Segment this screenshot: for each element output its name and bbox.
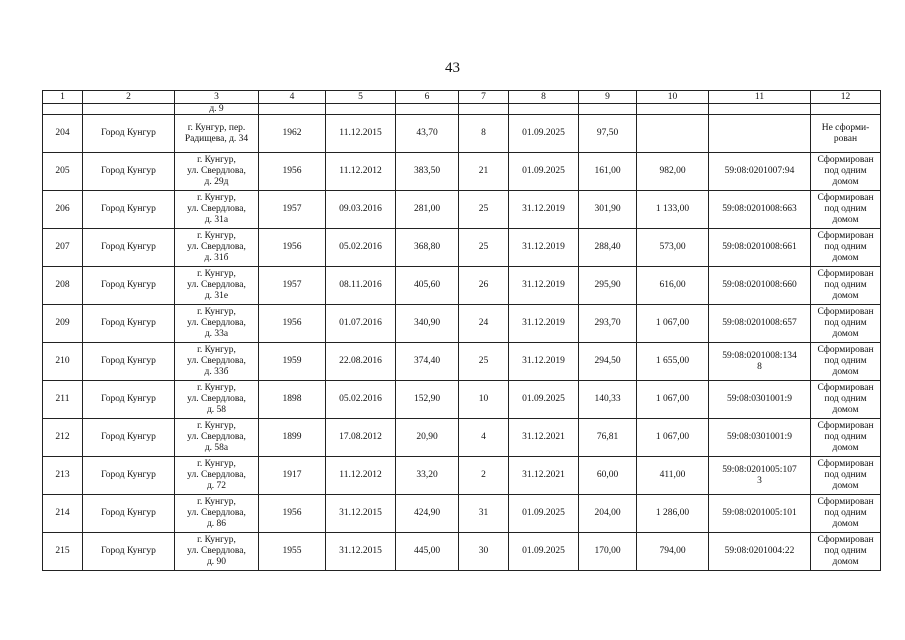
cell-year: 1957 [259, 267, 326, 305]
cell-col9: 288,40 [579, 229, 637, 267]
cell-year: 1955 [259, 533, 326, 571]
cell-address-line: г. Кунгур, [197, 535, 236, 545]
cell-col10: 1 286,00 [637, 495, 709, 533]
cell-cadastral [709, 457, 811, 495]
cell-date: 11.12.2012 [326, 457, 396, 495]
table-row [43, 115, 881, 153]
cell-year: 1956 [259, 229, 326, 267]
cell-count [459, 104, 509, 115]
cell-cadastral [709, 381, 811, 419]
cell-area: 445,00 [396, 533, 459, 571]
cell-area: 368,80 [396, 229, 459, 267]
cell-count: 25 [459, 191, 509, 229]
cell-deadline [509, 104, 579, 115]
cell-status-line: Сформирован [817, 269, 874, 279]
cell-status [811, 305, 881, 343]
cell-col10 [637, 115, 709, 153]
column-header: 3 [175, 91, 259, 104]
cell-count: 30 [459, 533, 509, 571]
cell-city: Город Кунгур [83, 419, 175, 457]
cell-col10: 573,00 [637, 229, 709, 267]
column-header: 10 [637, 91, 709, 104]
cell-city: Город Кунгур [83, 457, 175, 495]
cell-col10: 1 133,00 [637, 191, 709, 229]
cell-cadastral-line: 59:08:0201008:663 [722, 204, 797, 214]
cell-cadastral [709, 115, 811, 153]
cell-cadastral [709, 104, 811, 115]
cell-address-line: ул. Свердлова, [187, 470, 246, 480]
cell-deadline: 01.09.2025 [509, 495, 579, 533]
cell-status [811, 191, 881, 229]
cell-address-line: ул. Свердлова, [187, 204, 246, 214]
cell-count: 25 [459, 343, 509, 381]
cell-status-line: под одним [824, 470, 867, 480]
table-row [43, 381, 881, 419]
cell-cadastral-line: 8 [757, 361, 762, 372]
cell-address-line: ул. Свердлова, [187, 546, 246, 556]
table-row [43, 191, 881, 229]
column-header: 6 [396, 91, 459, 104]
cell-address-line: д. 58а [204, 443, 229, 453]
cell-cadastral-line: 59:08:0201008:657 [722, 318, 797, 328]
cell-status-line: под одним [824, 508, 867, 518]
cell-status-line: домом [832, 481, 859, 491]
cell-status [811, 104, 881, 115]
cell-area: 33,20 [396, 457, 459, 495]
cell-cadastral-line: 59:08:0301001:9 [727, 432, 792, 442]
cell-deadline: 31.12.2019 [509, 267, 579, 305]
cell-date: 09.03.2016 [326, 191, 396, 229]
cell-col9: 294,50 [579, 343, 637, 381]
table-row [43, 267, 881, 305]
cell-status [811, 533, 881, 571]
cell-col10: 1 067,00 [637, 381, 709, 419]
cell-city [83, 104, 175, 115]
column-header: 9 [579, 91, 637, 104]
cell-date [326, 104, 396, 115]
cell-col9: 301,90 [579, 191, 637, 229]
table-body [43, 104, 881, 571]
cell-no: 208 [43, 267, 83, 305]
cell-city: Город Кунгур [83, 495, 175, 533]
cell-status-line: Сформирован [817, 383, 874, 393]
cell-col10: 1 655,00 [637, 343, 709, 381]
cell-date: 05.02.2016 [326, 381, 396, 419]
cell-status [811, 419, 881, 457]
cell-address [175, 495, 259, 533]
cell-status-line: домом [832, 253, 859, 263]
cell-status-line: под одним [824, 166, 867, 176]
cell-no: 204 [43, 115, 83, 153]
cell-deadline: 01.09.2025 [509, 533, 579, 571]
cell-address-line: г. Кунгур, [197, 459, 236, 469]
cell-status-line: под одним [824, 356, 867, 366]
cell-no: 206 [43, 191, 83, 229]
cell-area: 152,90 [396, 381, 459, 419]
cell-area: 43,70 [396, 115, 459, 153]
cell-deadline: 31.12.2019 [509, 191, 579, 229]
cell-address [175, 419, 259, 457]
cell-year: 1962 [259, 115, 326, 153]
cell-city: Город Кунгур [83, 153, 175, 191]
cell-city: Город Кунгур [83, 267, 175, 305]
cell-no: 205 [43, 153, 83, 191]
table-row [43, 419, 881, 457]
cell-status-line: Сформирован [817, 345, 874, 355]
cell-cadastral [709, 191, 811, 229]
cell-status-line: Сформирован [817, 193, 874, 203]
table-row [43, 305, 881, 343]
cell-address-line: д. 31е [204, 291, 229, 301]
cell-area: 405,60 [396, 267, 459, 305]
column-header: 4 [259, 91, 326, 104]
cell-deadline: 31.12.2021 [509, 419, 579, 457]
cell-status [811, 115, 881, 153]
cell-address-line: ул. Свердлова, [187, 356, 246, 366]
column-header: 1 [43, 91, 83, 104]
cell-date: 11.12.2015 [326, 115, 396, 153]
cell-cadastral [709, 305, 811, 343]
continuation-row [43, 104, 881, 115]
column-header: 5 [326, 91, 396, 104]
column-header: 7 [459, 91, 509, 104]
column-header: 11 [709, 91, 811, 104]
cell-status-line: домом [832, 215, 859, 225]
cell-year: 1899 [259, 419, 326, 457]
cell-date: 11.12.2012 [326, 153, 396, 191]
cell-date: 17.08.2012 [326, 419, 396, 457]
table-row [43, 153, 881, 191]
cell-area: 383,50 [396, 153, 459, 191]
cell-status-line: под одним [824, 318, 867, 328]
cell-no: 209 [43, 305, 83, 343]
cell-address-line: д. 86 [206, 519, 227, 529]
cell-status-line: домом [832, 557, 859, 567]
cell-col9: 170,00 [579, 533, 637, 571]
cell-date: 31.12.2015 [326, 495, 396, 533]
cell-address-line: ул. Свердлова, [187, 280, 246, 290]
cell-status [811, 229, 881, 267]
cell-address-line: д. 90 [206, 557, 227, 567]
cell-date: 08.11.2016 [326, 267, 396, 305]
housing-registry-table [42, 90, 881, 571]
cell-status-line: Сформирован [817, 497, 874, 507]
cell-cadastral [709, 267, 811, 305]
cell-no: 213 [43, 457, 83, 495]
cell-count: 24 [459, 305, 509, 343]
cell-address-line: г. Кунгур, пер. [187, 122, 246, 133]
cell-status-line: под одним [824, 546, 867, 556]
cell-status-line: домом [832, 177, 859, 187]
cell-address-line: д. 31а [204, 215, 229, 225]
cell-area [396, 104, 459, 115]
cell-count: 10 [459, 381, 509, 419]
cell-col9: 140,33 [579, 381, 637, 419]
cell-count: 26 [459, 267, 509, 305]
cell-deadline: 31.12.2019 [509, 343, 579, 381]
cell-address [175, 533, 259, 571]
cell-status-line: домом [832, 291, 859, 301]
cell-no: 214 [43, 495, 83, 533]
cell-col10: 616,00 [637, 267, 709, 305]
cell-address [175, 381, 259, 419]
cell-address-line: ул. Свердлова, [187, 166, 246, 176]
cell-date: 31.12.2015 [326, 533, 396, 571]
cell-count: 31 [459, 495, 509, 533]
cell-status-line: рован [833, 133, 858, 144]
cell-no: 207 [43, 229, 83, 267]
cell-city: Город Кунгур [83, 533, 175, 571]
cell-city: Город Кунгур [83, 381, 175, 419]
page-number: 43 [445, 60, 460, 76]
cell-status-line: Не сформи- [821, 122, 870, 133]
cell-status [811, 381, 881, 419]
cell-col10: 1 067,00 [637, 305, 709, 343]
cell-address-line: ул. Свердлова, [187, 318, 246, 328]
cell-area: 20,90 [396, 419, 459, 457]
cell-date: 05.02.2016 [326, 229, 396, 267]
cell-city: Город Кунгур [83, 191, 175, 229]
cell-area: 340,90 [396, 305, 459, 343]
cell-col9: 295,90 [579, 267, 637, 305]
cell-date: 01.07.2016 [326, 305, 396, 343]
cell-year: 1898 [259, 381, 326, 419]
cell-col9: 161,00 [579, 153, 637, 191]
cell-status-line: Сформирован [817, 421, 874, 431]
cell-status-line: домом [832, 405, 859, 415]
cell-no: 212 [43, 419, 83, 457]
cell-no: 210 [43, 343, 83, 381]
cell-cadastral-line: 59:08:0201008:660 [722, 280, 797, 290]
cell-cadastral [709, 343, 811, 381]
cell-col10: 794,00 [637, 533, 709, 571]
cell-address-line: д. 58 [206, 405, 227, 415]
table-row [43, 533, 881, 571]
cell-year: 1956 [259, 153, 326, 191]
cell-cadastral-line: 59:08:0201008:134 [722, 350, 797, 361]
cell-status-line: домом [832, 329, 859, 339]
cell-address-line: г. Кунгур, [197, 497, 236, 507]
cell-city: Город Кунгур [83, 343, 175, 381]
cell-cadastral-line: 59:08:0201008:661 [722, 242, 797, 252]
cell-status-line: под одним [824, 204, 867, 214]
cell-year: 1959 [259, 343, 326, 381]
cell-address [175, 343, 259, 381]
table-row [43, 457, 881, 495]
cell-status-line: Сформирован [817, 535, 874, 545]
cell-status [811, 343, 881, 381]
cell-address-line: д. 31б [204, 253, 229, 263]
cell-cadastral-line: 3 [757, 475, 762, 486]
cell-status-line: под одним [824, 432, 867, 442]
cell-count: 4 [459, 419, 509, 457]
cell-status-line: под одним [824, 394, 867, 404]
cell-address-line: д. 33а [204, 329, 229, 339]
table-row [43, 495, 881, 533]
cell-no: 211 [43, 381, 83, 419]
cell-count: 21 [459, 153, 509, 191]
cell-address-line: ул. Свердлова, [187, 432, 246, 442]
cell-status-line: домом [832, 367, 859, 377]
cell-status-line: Сформирован [817, 155, 874, 165]
cell-status-line: под одним [824, 242, 867, 252]
cell-status [811, 495, 881, 533]
cell-deadline: 01.09.2025 [509, 115, 579, 153]
cell-col9: 293,70 [579, 305, 637, 343]
cell-address-line: Радищева, д. 34 [184, 133, 249, 144]
cell-address-line: ул. Свердлова, [187, 394, 246, 404]
cell-address-line: д. 29д [204, 177, 229, 187]
cell-address [175, 115, 259, 153]
cell-address-line: г. Кунгур, [197, 345, 236, 355]
cell-address-line: г. Кунгур, [197, 269, 236, 279]
cell-address [175, 305, 259, 343]
table-row [43, 343, 881, 381]
cell-status [811, 457, 881, 495]
cell-col9: 60,00 [579, 457, 637, 495]
cell-col9: 204,00 [579, 495, 637, 533]
cell-address-line: г. Кунгур, [197, 231, 236, 241]
cell-col10: 982,00 [637, 153, 709, 191]
cell-city: Город Кунгур [83, 305, 175, 343]
cell-cadastral-line: 59:08:0201005:107 [722, 464, 797, 475]
cell-area: 374,40 [396, 343, 459, 381]
cell-cadastral [709, 495, 811, 533]
cell-cadastral-line: 59:08:0201005:101 [722, 508, 797, 518]
cell-cadastral [709, 533, 811, 571]
cell-deadline: 31.12.2021 [509, 457, 579, 495]
cell-address-line: г. Кунгур, [197, 193, 236, 203]
cell-status-line: домом [832, 443, 859, 453]
cell-col9 [579, 104, 637, 115]
cell-address-line: г. Кунгур, [197, 155, 236, 165]
cell-area: 424,90 [396, 495, 459, 533]
cell-col9: 76,81 [579, 419, 637, 457]
cell-address [175, 229, 259, 267]
cell-address-line: ул. Свердлова, [187, 242, 246, 252]
cell-city: Город Кунгур [83, 115, 175, 153]
cell-address-line: д. 33б [204, 367, 229, 377]
cell-col10 [637, 104, 709, 115]
cell-year [259, 104, 326, 115]
cell-address-line: г. Кунгур, [197, 383, 236, 393]
column-header: 12 [811, 91, 881, 104]
cell-count: 25 [459, 229, 509, 267]
cell-address [175, 191, 259, 229]
cell-address-line: ул. Свердлова, [187, 508, 246, 518]
cell-cadastral [709, 229, 811, 267]
column-header: 8 [509, 91, 579, 104]
cell-address [175, 267, 259, 305]
cell-status-line: Сформирован [817, 231, 874, 241]
cell-status-line: домом [832, 519, 859, 529]
cell-cadastral [709, 153, 811, 191]
cell-year: 1956 [259, 495, 326, 533]
cell-count: 8 [459, 115, 509, 153]
cell-deadline: 31.12.2019 [509, 229, 579, 267]
cell-address [175, 153, 259, 191]
cell-cadastral-line: 59:08:0201007:94 [724, 166, 795, 176]
cell-deadline: 31.12.2019 [509, 305, 579, 343]
cell-cadastral-line: 59:08:0201004:22 [724, 546, 795, 556]
cell-address: д. 9 [175, 104, 259, 115]
cell-deadline: 01.09.2025 [509, 381, 579, 419]
cell-col10: 1 067,00 [637, 419, 709, 457]
cell-area: 281,00 [396, 191, 459, 229]
cell-cadastral [709, 419, 811, 457]
cell-address-line: г. Кунгур, [197, 307, 236, 317]
cell-address-line: д. 72 [206, 481, 227, 491]
cell-status-line: Сформирован [817, 459, 874, 469]
cell-status-line: под одним [824, 280, 867, 290]
column-header: 2 [83, 91, 175, 104]
cell-address-line: г. Кунгур, [197, 421, 236, 431]
cell-address [175, 457, 259, 495]
cell-status [811, 153, 881, 191]
cell-year: 1917 [259, 457, 326, 495]
cell-status [811, 267, 881, 305]
cell-deadline: 01.09.2025 [509, 153, 579, 191]
cell-date: 22.08.2016 [326, 343, 396, 381]
cell-year: 1956 [259, 305, 326, 343]
cell-year: 1957 [259, 191, 326, 229]
cell-col10: 411,00 [637, 457, 709, 495]
header-row [43, 91, 881, 104]
cell-no: 215 [43, 533, 83, 571]
cell-cadastral-line: 59:08:0301001:9 [727, 394, 792, 404]
cell-count: 2 [459, 457, 509, 495]
cell-city: Город Кунгур [83, 229, 175, 267]
table-row [43, 229, 881, 267]
cell-col9: 97,50 [579, 115, 637, 153]
cell-no [43, 104, 83, 115]
cell-status-line: Сформирован [817, 307, 874, 317]
